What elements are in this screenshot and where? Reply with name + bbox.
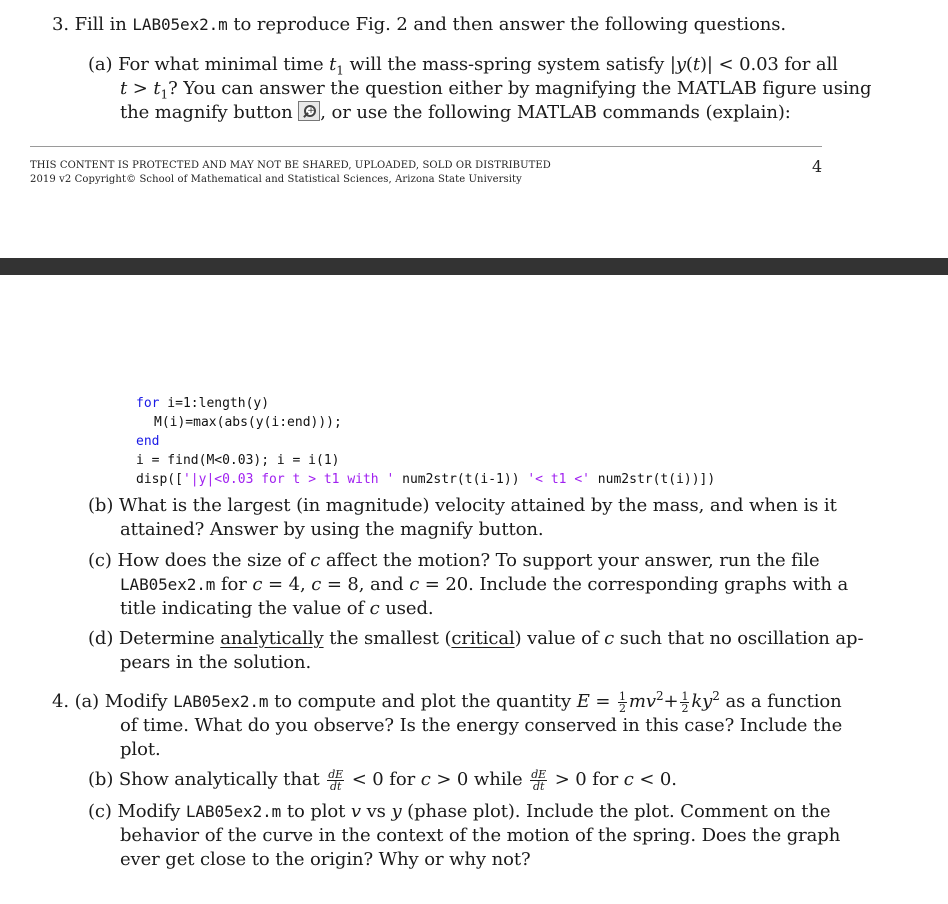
code-line-5: disp(['|y|<0.03 for t > t1 with ' num2str(t(i-1)) '< t1 <' num2str(t(i))]) [136, 472, 716, 487]
part-4a-line3: plot. [120, 739, 161, 760]
part-label: (a) [74, 691, 100, 712]
page-separator [0, 258, 948, 275]
part-label: (a) [88, 54, 113, 75]
part-4c-line3: ever get close to the origin? Why or why not? [120, 849, 531, 870]
part-4a-line1: 4. (a) Modify LAB05ex2.m to compute and plot the quantity E = $\frac{1}{2}$ $mv^2+$ $\frac{1}{2}$ $ky^2$ as a function [52, 689, 842, 715]
part-label: (b) [88, 495, 114, 516]
filename: LAB05ex2.m [173, 692, 269, 711]
part-3c-line2: LAB05ex2.m for c = 4, c = 8, and c = 20. Include the corresponding graphs with a [120, 574, 849, 595]
magnify-button-icon: + [298, 101, 320, 121]
part-label: (b) [88, 769, 114, 790]
part-3d-line2: pears in the solution. [120, 652, 312, 673]
part-3c-line3: title indicating the value of c used. [120, 598, 434, 619]
page-number: 4 [812, 157, 823, 176]
part-3a-line2: $t > t_1$? You can answer the question either by magnifying the MATLAB figure using [120, 78, 872, 102]
part-3b-line2: attained? Answer by using the magnify button. [120, 519, 544, 540]
part-4b-line1: (b) Show analytically that $\frac{dE}{dt}$ < 0 for c > 0 while $\frac{dE}{dt}$ > 0 for c < 0. [88, 768, 677, 793]
part-3a-line1: (a) For what minimal time $t_1$ will the mass-spring system satisfy |y(t)| < 0.03 for all [88, 54, 838, 78]
footer-protected-notice: THIS CONTENT IS PROTECTED AND MAY NOT BE SHARED, UPLOADED, SOLD OR DISTRIBUTED [30, 160, 551, 171]
part-label: (c) [88, 550, 112, 571]
code-line-4: i = find(M<0.03); i = i(1) [136, 453, 340, 468]
part-3a-line3: the magnify button + , or use the following MATLAB commands (explain): [120, 102, 791, 123]
part-4c-line2: behavior of the curve in the context of the motion of the spring. Does the graph [120, 825, 841, 846]
footer-copyright: 2019 v2 Copyright© School of Mathematical and Statistical Sciences, Arizona State University [30, 174, 522, 185]
part-4a-line2: of time. What do you observe? Is the energy conserved in this case? Include the [120, 715, 843, 736]
part-3c-line1: (c) How does the size of c affect the motion? To support your answer, run the file [88, 550, 820, 571]
code-line-1: for i=1:length(y) [136, 396, 270, 411]
filename: LAB05ex2.m [120, 575, 216, 594]
filename: LAB05ex2.m [132, 15, 228, 34]
part-4c-line1: (c) Modify LAB05ex2.m to plot v vs y (phase plot). Include the plot. Comment on the [88, 801, 831, 822]
code-line-3: end [136, 434, 160, 449]
part-label: (d) [88, 628, 114, 649]
problem-3-number: 3. [52, 14, 69, 35]
filename: LAB05ex2.m [185, 802, 282, 821]
footer-divider [30, 146, 822, 147]
problem-4-number: 4. [52, 691, 69, 712]
code-line-2: M(i)=max(abs(y(i:end))); [154, 415, 342, 430]
problem-3-intro: 3. Fill in LAB05ex2.m to reproduce Fig. 2 and then answer the following questions. [52, 14, 787, 35]
part-3b-line1: (b) What is the largest (in magnitude) velocity attained by the mass, and when is it [88, 495, 837, 516]
part-label: (c) [88, 801, 112, 822]
part-3d-line1: (d) Determine analytically the smallest (critical) value of c such that no oscillation ap- [88, 628, 864, 649]
